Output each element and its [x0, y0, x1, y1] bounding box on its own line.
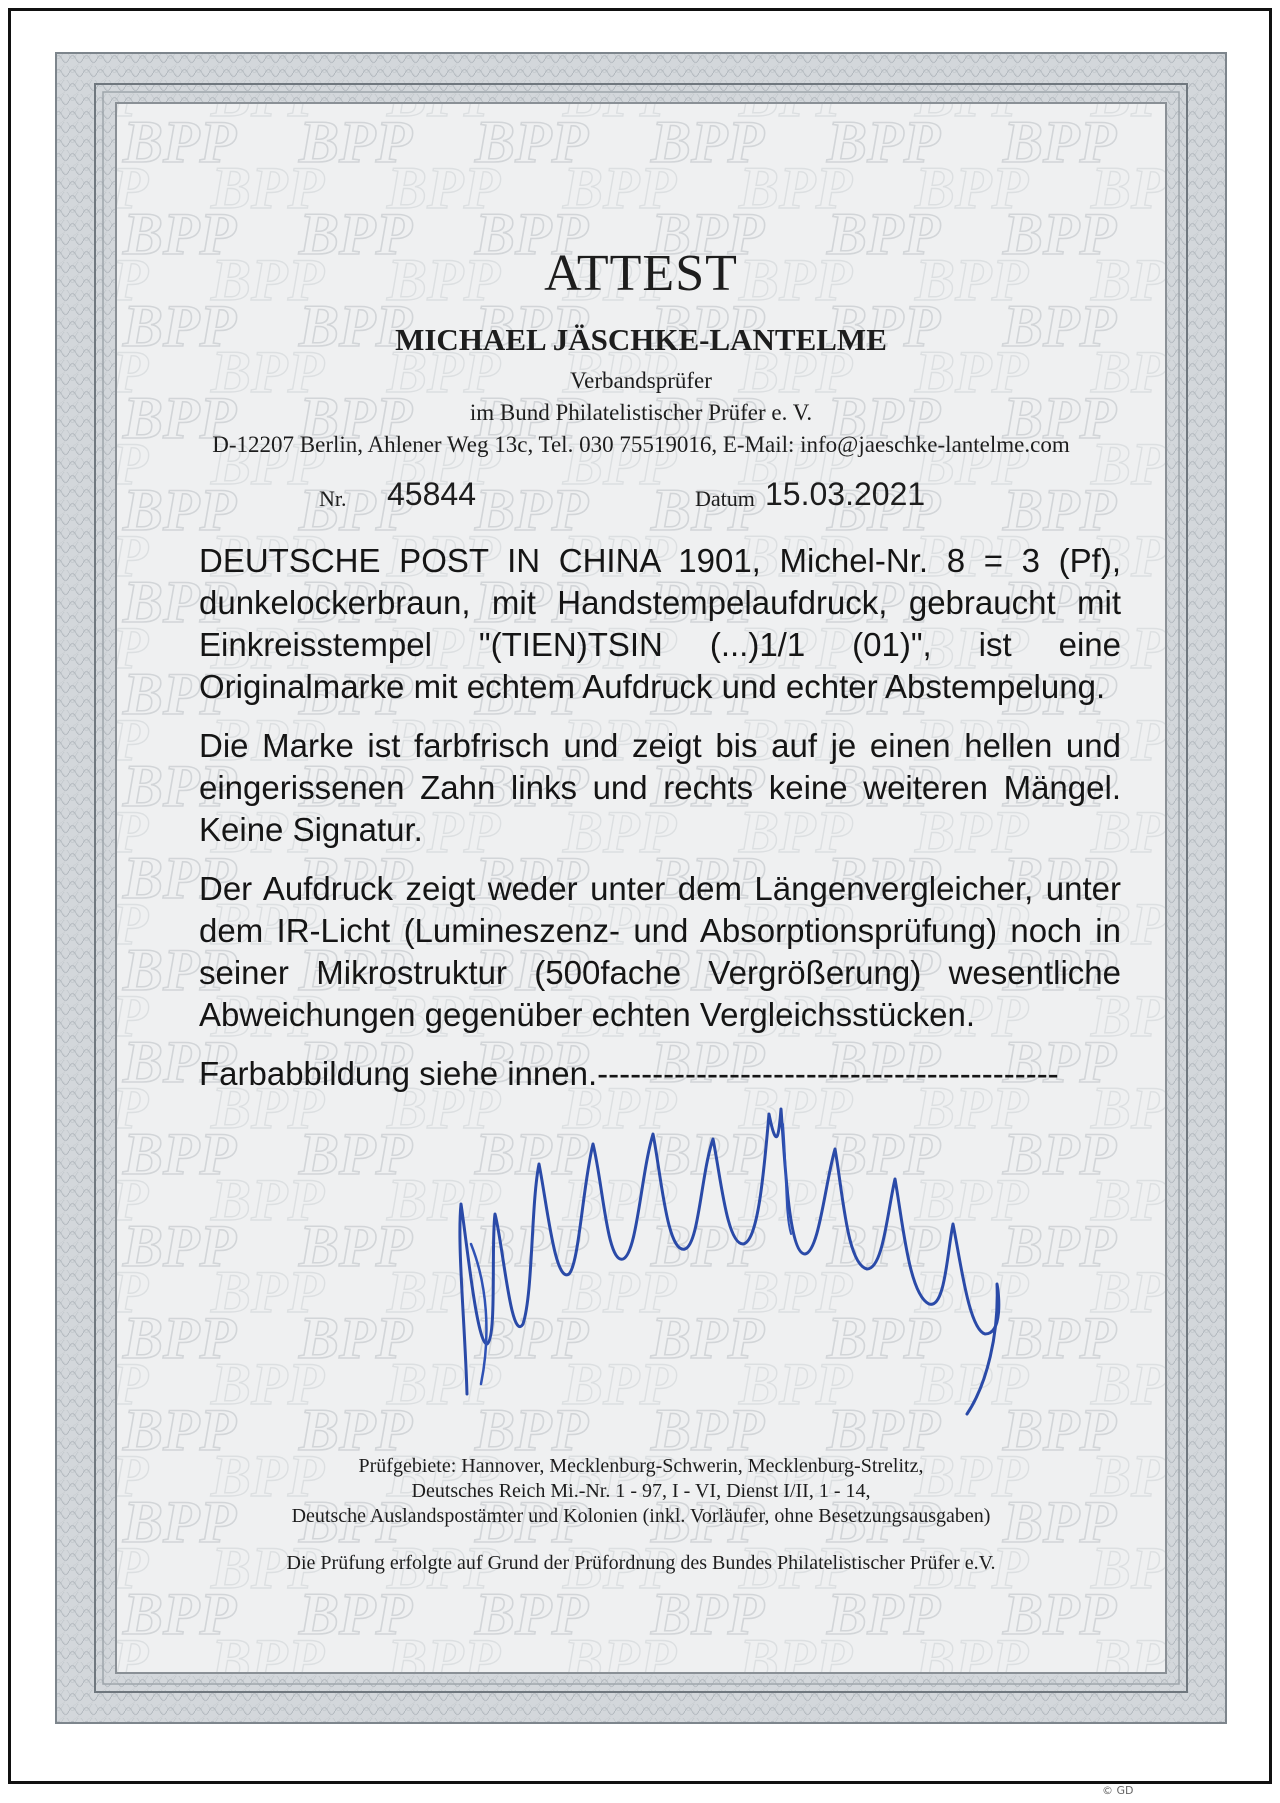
examination-areas-line-3: Deutsche Auslandspostämter und Kolonien (inkl. Vorläufer, ohne Besetzungsausgaben) — [291, 1505, 991, 1527]
examiner-role: Verbandsprüfer — [570, 368, 712, 393]
reference-row — [117, 476, 1165, 516]
paragraph-color-image: Farbabbildung siehe innen.------------------------------------------ — [199, 1055, 1059, 1092]
paragraph-examination: Der Aufdruck zeigt weder unter dem Längenvergleicher, unter dem IR-Licht (Lumineszenz- und Absorptionsprüfung) noch in seiner Mikrostruktur (500fache Vergrößerung) wesentliche Abweichungen gegenüber echten Vergleichsstücken. — [199, 870, 1121, 1033]
examination-rules-note: Die Prüfung erfolgte auf Grund der Prüfordnung des Bundes Philatelistischer Prüfer e.V. — [286, 1552, 996, 1574]
paragraph-condition: Die Marke ist farbfrisch und zeigt bis auf je einen hellen und eingerissenen Zahn links und rechts keine weiteren Mängel. Keine Signatur. — [199, 727, 1121, 848]
certificate-body — [115, 102, 1167, 1674]
paragraph-description: DEUTSCHE POST IN CHINA 1901, Michel-Nr. 8 = 3 (Pf), dunkelockerbraun, mit Handstempelaufdruck, gebraucht mit Einkreisstempel "(TIEN)TSIN (...)1/1 (01)", ist eine Originalmarke mit echtem Aufdruck und echter Abstempelung. — [199, 542, 1121, 705]
signature-icon — [447, 1094, 1007, 1424]
certificate-title: ATTEST — [544, 245, 738, 302]
certificate-text — [199, 540, 1121, 1112]
examination-areas-line-2: Deutsches Reich Mi.-Nr. 1 - 97, I - VI, Dienst I/II, 1 - 14, — [411, 1480, 871, 1502]
date-label: Datum — [695, 486, 755, 511]
copyright-mark: © GD — [1102, 1784, 1134, 1797]
examiner-association: im Bund Philatelistischer Prüfer e. V. — [469, 400, 813, 425]
certificate — [55, 52, 1227, 1724]
examination-areas — [117, 1454, 1165, 1529]
examiner-address: D-12207 Berlin, Ahlener Weg 13c, Tel. 030 75519016, E-Mail: info@jaeschke-lantelme.com — [212, 432, 1070, 457]
certificate-number: 45844 — [387, 476, 476, 512]
number-label: Nr. — [319, 486, 347, 511]
examination-areas-line-1: Prüfgebiete: Hannover, Mecklenburg-Schwerin, Mecklenburg-Strelitz, — [358, 1455, 924, 1477]
certificate-date: 15.03.2021 — [765, 476, 926, 512]
examiner-name: MICHAEL JÄSCHKE-LANTELME — [395, 322, 887, 357]
